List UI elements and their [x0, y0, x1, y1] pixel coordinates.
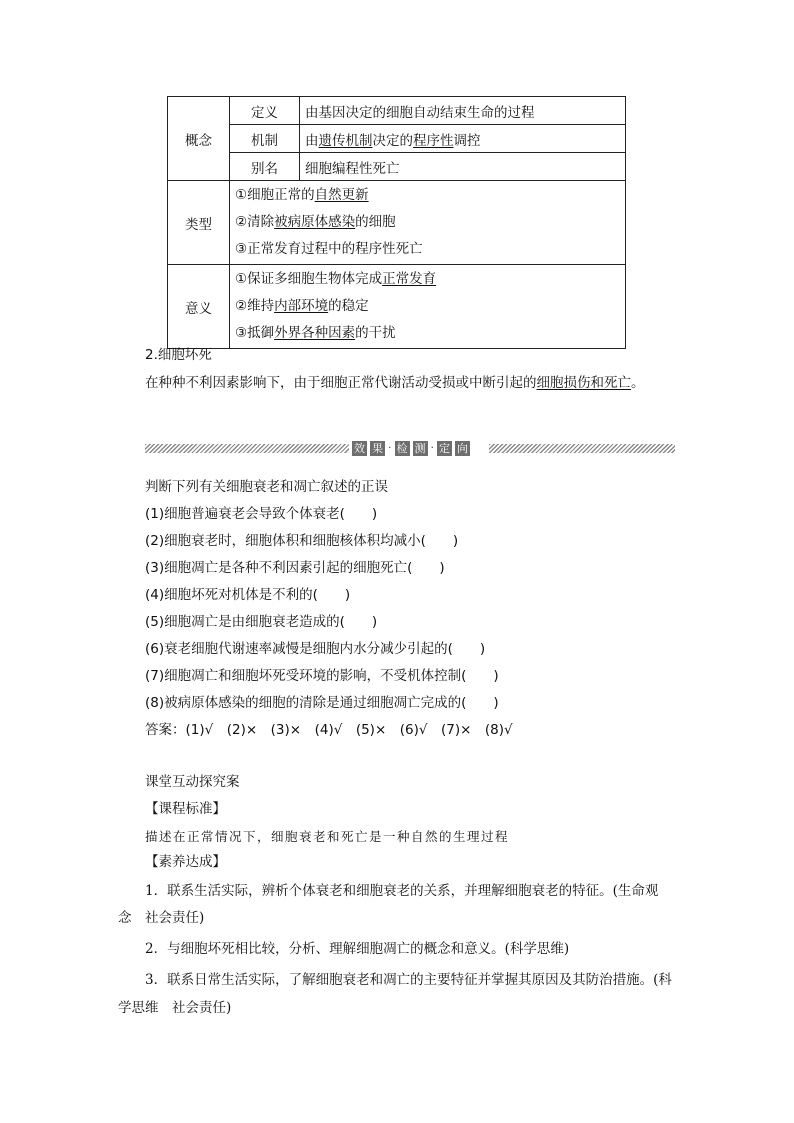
types-label: 类型 [168, 181, 230, 265]
quiz-answer: 答案：(1)√ (2)× (3)× (4)√ (5)× (6)√ (7)× (8)√ [145, 722, 513, 738]
quiz-item-2: (2)细胞衰老时，细胞体积和细胞核体积均减小( ) [145, 533, 459, 549]
definition-label: 定义 [230, 97, 300, 125]
significance-item-1: ①保证多细胞生物体完成正常发育 [235, 271, 437, 287]
standard-text: 描述在正常情况下，细胞衰老和死亡是一种自然的生理过程 [145, 829, 510, 844]
significance-item-2: ②维持内部环境的稳定 [235, 298, 369, 314]
goal-1-line-1: 1．联系生活实际，辨析个体衰老和细胞衰老的关系，并理解细胞衰老的特征。(生命观 [145, 883, 659, 899]
significance-item-3: ③抵御外界各种因素的干扰 [235, 325, 396, 341]
type-item-2: ②清除被病原体感染的细胞 [235, 214, 396, 230]
standard-heading: 【课程标准】 [145, 801, 226, 817]
apoptosis-table [167, 96, 626, 349]
type-item-3: ③正常发育过程中的程序性死亡 [235, 241, 423, 257]
quiz-intro: 判断下列有关细胞衰老和凋亡叙述的正误 [145, 479, 388, 495]
necrosis-heading: 2.细胞坏死 [145, 347, 212, 363]
quiz-item-3: (3)细胞凋亡是各种不利因素引起的细胞死亡( ) [145, 560, 445, 576]
concept-label: 概念 [185, 132, 212, 149]
goal-3-line-1: 3．联系日常生活实际，了解细胞衰老和凋亡的主要特征并掌握其原因及其防治措施。(科 [145, 972, 672, 988]
literacy-heading: 【素养达成】 [145, 854, 226, 870]
type-item-1: ①细胞正常的自然更新 [235, 187, 369, 203]
necrosis-text: 在种种不利因素影响下，由于细胞正常代谢活动受损或中断引起的细胞损伤和死亡。 [145, 375, 645, 391]
definition-text: 由基因决定的细胞自动结束生命的过程 [300, 97, 626, 125]
quiz-item-4: (4)细胞坏死对机体是不利的( ) [145, 587, 351, 603]
significance-label: 意义 [168, 265, 230, 349]
section-banner [145, 440, 675, 456]
mechanism-label: 机制 [230, 125, 300, 153]
goal-1-line-2: 念 社会责任) [118, 910, 205, 926]
banner-hatch-left [145, 444, 349, 453]
banner-hatch-right [489, 444, 675, 453]
quiz-item-8: (8)被病原体感染的细胞的清除是通过细胞凋亡完成的( ) [145, 695, 499, 711]
quiz-item-1: (1)细胞普遍衰老会导致个体衰老( ) [145, 506, 378, 522]
concept-category-cell [168, 97, 230, 181]
types-list [230, 181, 626, 265]
quiz-item-6: (6)衰老细胞代谢速率减慢是细胞内水分减少引起的( ) [145, 641, 486, 657]
banner-title: 效 果 · 检 测 · 定 向 [354, 441, 468, 455]
mechanism-text: 由遗传机制决定的程序性调控 [300, 125, 626, 153]
classroom-title: 课堂互动探究案 [145, 774, 240, 790]
quiz-item-5: (5)细胞凋亡是由细胞衰老造成的( ) [145, 614, 378, 630]
quiz-item-7: (7)细胞凋亡和细胞坏死受环境的影响，不受机体控制( ) [145, 668, 499, 684]
goal-3-line-2: 学思维 社会责任) [118, 1000, 232, 1016]
significance-list [230, 265, 626, 349]
alias-text: 细胞编程性死亡 [300, 153, 626, 181]
alias-label: 别名 [230, 153, 300, 181]
goal-2: 2．与细胞坏死相比较，分析、理解细胞凋亡的概念和意义。(科学思维) [145, 941, 570, 957]
